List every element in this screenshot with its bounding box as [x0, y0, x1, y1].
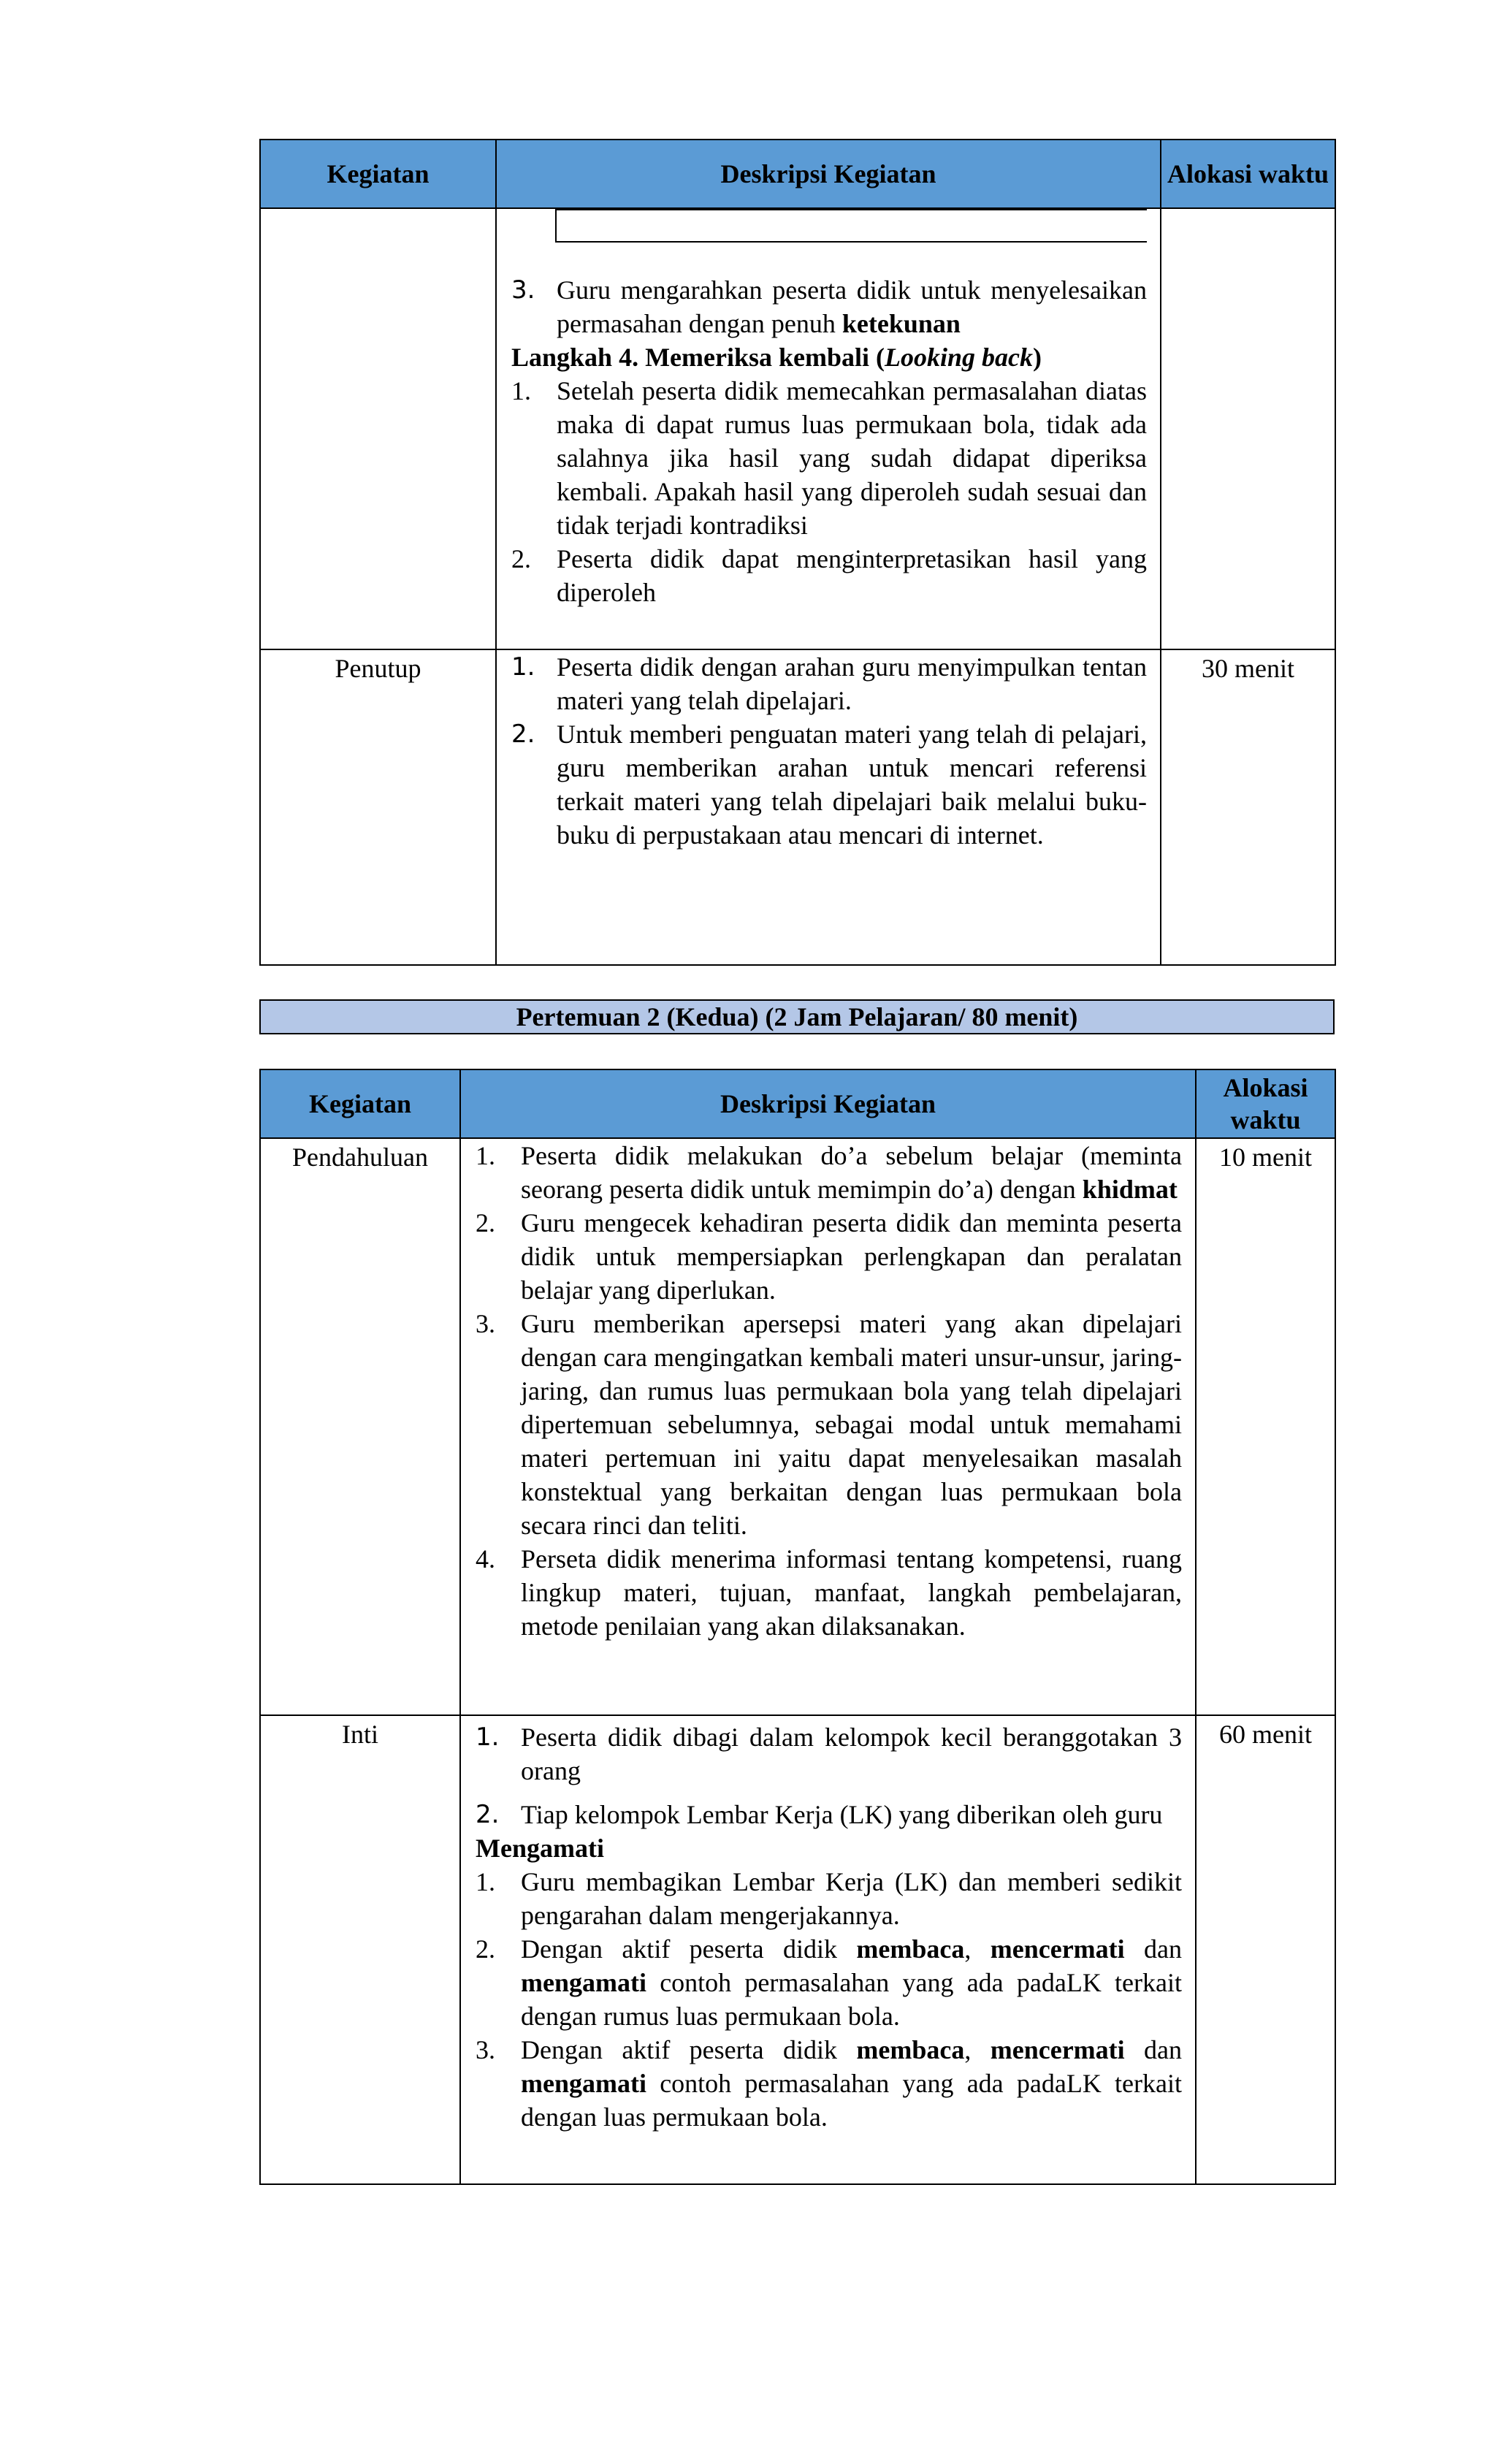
step-heading-text: Langkah 4. Memeriksa kembali ( — [511, 343, 885, 372]
deskripsi-penutup — [496, 649, 1161, 965]
waktu-cell-empty — [1161, 208, 1335, 649]
list-item — [476, 1139, 1182, 1206]
list-text: Guru membagikan Lembar Kerja (LK) dan memberi sedikit pengarahan dalam mengerjakannya. — [521, 1867, 1182, 1930]
header-deskripsi: Deskripsi Kegiatan — [460, 1069, 1196, 1138]
section-heading: Mengamati — [476, 1834, 604, 1863]
list-number: 2. — [476, 1208, 495, 1237]
list-number: 3. — [476, 2035, 495, 2064]
list-item — [476, 2033, 1182, 2134]
header-kegiatan: Kegiatan — [260, 140, 496, 208]
list-item — [476, 1798, 1182, 1831]
list-number: 2. — [511, 720, 535, 749]
list-item — [476, 1307, 1182, 1542]
kegiatan-cell-empty — [260, 208, 496, 649]
list-number: 1. — [511, 652, 535, 682]
list-number: 1. — [476, 1867, 495, 1896]
list-text: dan — [1144, 1934, 1183, 1964]
header-alokasi-waktu: Alokasi waktu — [1161, 140, 1335, 208]
deskripsi-pendahuluan — [460, 1138, 1196, 1715]
step-heading — [511, 340, 1147, 374]
list-number: 1. — [511, 376, 531, 405]
kegiatan-penutup: Penutup — [260, 649, 496, 965]
list-text: Peserta didik dibagi dalam kelompok kecil beranggotakan 3 orang — [521, 1723, 1182, 1785]
step-heading-italic: Looking back — [885, 343, 1034, 372]
list-number: 3. — [511, 275, 535, 305]
activity-table-1 — [259, 139, 1336, 966]
list-number: 2. — [476, 1934, 495, 1964]
list-number: 2. — [511, 544, 531, 573]
list-item — [511, 542, 1147, 609]
list-text: Peserta didik dapat menginterpretasikan hasil yang diperoleh — [557, 544, 1147, 607]
list-item — [476, 1206, 1182, 1307]
list-text: Setelah peserta didik memecahkan permasalahan diatas maka di dapat rumus luas permukaan bola, tidak ada salahnya jika hasil yang sudah didapat diperiksa kembali. Apakah hasil yang diperoleh sudah sesuai dan tidak terjadi kontradiksi — [557, 376, 1147, 540]
list-bold-text: khidmat — [1082, 1175, 1178, 1204]
list-text: Guru mengecek kehadiran peserta didik dan meminta peserta didik untuk mempersiapkan perlengkapan dan peralatan belajar yang diperlukan. — [521, 1208, 1182, 1305]
header-deskripsi: Deskripsi Kegiatan — [496, 140, 1161, 208]
list-text: contoh permasalahan yang ada padaLK terkait dengan rumus luas permukaan bola. — [521, 1968, 1182, 2031]
list-text: , — [964, 2035, 972, 2064]
list-bold-text: mencermati — [990, 1934, 1125, 1964]
meeting-title: Pertemuan 2 (Kedua) (2 Jam Pelajaran/ 80 menit) — [259, 999, 1335, 1034]
list-item — [511, 650, 1147, 717]
header-kegiatan: Kegiatan — [260, 1069, 460, 1138]
list-text: Peserta didik dengan arahan guru menyimpulkan tentan materi yang telah dipelajari. — [557, 652, 1147, 715]
list-number: 3. — [476, 1309, 495, 1338]
kegiatan-inti: Inti — [260, 1715, 460, 2184]
list-text: Untuk memberi penguatan materi yang telah di pelajari, guru memberikan arahan untuk mencari referensi terkait materi yang telah dipelajari baik melalui buku-buku di perpustakaan atau mencari di internet. — [557, 720, 1147, 850]
list-bold-text: mengamati — [521, 1968, 646, 1997]
activity-table-2 — [259, 1069, 1336, 2185]
list-item — [476, 1542, 1182, 1643]
list-bold-text: mencermati — [990, 2035, 1125, 2064]
list-text: Guru mengarahkan peserta didik untuk menyelesaikan permasahan dengan penuh — [557, 275, 1147, 338]
list-item — [511, 717, 1147, 852]
list-text: Guru memberikan apersepsi materi yang akan dipelajari dengan cara mengingatkan kembali materi unsur-unsur, jaring-jaring, dan rumus luas permukaan bola yang telah dipelajari dipertemuan sebelumnya, sebagai modal untuk memahami materi pertemuan ini yaitu dapat menyelesaikan masalah konstektual yang berkaitan dengan luas permukaan bola secara rinci dan teliti. — [521, 1309, 1182, 1540]
list-text: dan — [1144, 2035, 1183, 2064]
deskripsi-inti — [460, 1715, 1196, 2184]
list-bold-text: ketekunan — [842, 309, 961, 338]
list-text: contoh permasalahan yang ada padaLK terkait dengan luas permukaan bola. — [521, 2069, 1182, 2132]
list-text: Dengan aktif peserta didik — [521, 1934, 837, 1964]
list-text: Dengan aktif peserta didik — [521, 2035, 837, 2064]
list-text: , — [964, 1934, 972, 1964]
list-number: 1. — [476, 1723, 500, 1752]
list-number: 2. — [476, 1800, 500, 1829]
waktu-penutup: 30 menit — [1161, 649, 1335, 965]
list-item — [476, 1932, 1182, 2033]
list-item — [476, 1720, 1182, 1788]
waktu-inti: 60 menit — [1196, 1715, 1335, 2184]
list-item — [511, 273, 1147, 340]
step-heading-close: ) — [1033, 343, 1042, 372]
list-text: Peserta didik melakukan do’a sebelum belajar (meminta seorang peserta didik untuk memimpin do’a) dengan — [521, 1141, 1182, 1204]
list-item — [511, 374, 1147, 542]
list-bold-text: mengamati — [521, 2069, 646, 2098]
waktu-pendahuluan: 10 menit — [1196, 1138, 1335, 1715]
list-text: Perseta didik menerima informasi tentang kompetensi, ruang lingkup materi, tujuan, manfaat, langkah pembelajaran, metode penilaian yang akan dilaksanakan. — [521, 1544, 1182, 1641]
list-bold-text: membaca — [856, 1934, 965, 1964]
inner-empty-box — [555, 209, 1147, 243]
list-number: 1. — [476, 1141, 495, 1170]
header-alokasi-waktu: Alokasi waktu — [1196, 1069, 1335, 1138]
list-bold-text: membaca — [856, 2035, 965, 2064]
list-item — [476, 1865, 1182, 1932]
deskripsi-cell — [496, 208, 1161, 649]
list-text: Tiap kelompok Lembar Kerja (LK) yang diberikan oleh guru — [521, 1800, 1163, 1829]
kegiatan-pendahuluan: Pendahuluan — [260, 1138, 460, 1715]
list-number: 4. — [476, 1544, 495, 1574]
